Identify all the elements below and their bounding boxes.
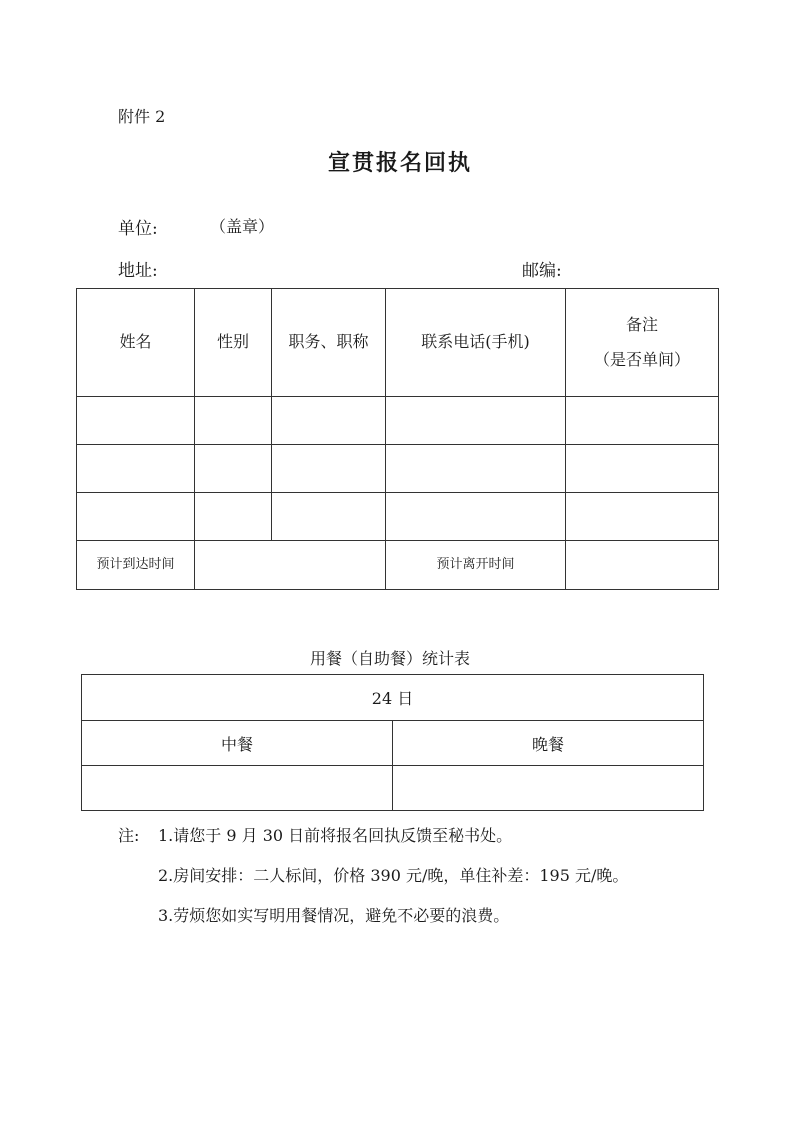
gender-cell[interactable] xyxy=(195,493,272,541)
header-phone: 联系电话(手机) xyxy=(386,289,566,397)
header-remark-line2: （是否单间） xyxy=(593,349,690,369)
address-label: 地址: xyxy=(118,261,158,281)
dinner-header: 晚餐 xyxy=(393,721,704,766)
header-name: 姓名 xyxy=(77,289,195,397)
name-cell[interactable] xyxy=(77,445,195,493)
lunch-header: 中餐 xyxy=(82,721,393,766)
phone-cell[interactable] xyxy=(386,397,566,445)
gender-cell[interactable] xyxy=(195,445,272,493)
page-title: 宣贯报名回执 xyxy=(327,150,472,176)
remark-cell[interactable] xyxy=(566,397,719,445)
arrival-time-label: 预计到达时间 xyxy=(77,541,195,590)
meal-table-caption: 用餐（自助餐）统计表 xyxy=(309,649,470,668)
unit-label: 单位: xyxy=(118,219,158,239)
table-row xyxy=(77,397,719,445)
time-row xyxy=(77,541,719,590)
departure-time-label: 预计离开时间 xyxy=(386,541,566,590)
note-item-2: 2.房间安排：二人标间，价格 390 元/晚，单住补差：195 元/晚。 xyxy=(158,866,629,885)
meal-table xyxy=(81,674,704,811)
table-row xyxy=(77,493,719,541)
header-position: 职务、职称 xyxy=(272,289,386,397)
notes-prefix: 注: xyxy=(118,826,140,845)
attachment-label: 附件 2 xyxy=(118,107,166,126)
position-cell[interactable] xyxy=(272,493,386,541)
postcode-label: 邮编: xyxy=(522,261,562,281)
meal-day-header: 24 日 xyxy=(82,675,704,721)
seal-note: （盖章） xyxy=(210,217,275,236)
dinner-count-cell[interactable] xyxy=(393,766,704,811)
registration-table xyxy=(76,288,719,590)
remark-cell[interactable] xyxy=(566,493,719,541)
name-cell[interactable] xyxy=(77,397,195,445)
phone-cell[interactable] xyxy=(386,445,566,493)
table-row xyxy=(77,445,719,493)
phone-cell[interactable] xyxy=(386,493,566,541)
note-item-3: 3.劳烦您如实写明用餐情况，避免不必要的浪费。 xyxy=(158,906,510,925)
registration-header-row xyxy=(77,289,719,397)
departure-time-cell[interactable] xyxy=(566,541,719,590)
name-cell[interactable] xyxy=(77,493,195,541)
header-remark xyxy=(566,289,719,397)
gender-cell[interactable] xyxy=(195,397,272,445)
header-remark-line1: 备注 xyxy=(625,314,658,334)
header-gender: 性别 xyxy=(195,289,272,397)
note-item-1: 1.请您于 9 月 30 日前将报名回执反馈至秘书处。 xyxy=(158,826,513,845)
position-cell[interactable] xyxy=(272,445,386,493)
remark-cell[interactable] xyxy=(566,445,719,493)
lunch-count-cell[interactable] xyxy=(82,766,393,811)
position-cell[interactable] xyxy=(272,397,386,445)
arrival-time-cell[interactable] xyxy=(195,541,386,590)
